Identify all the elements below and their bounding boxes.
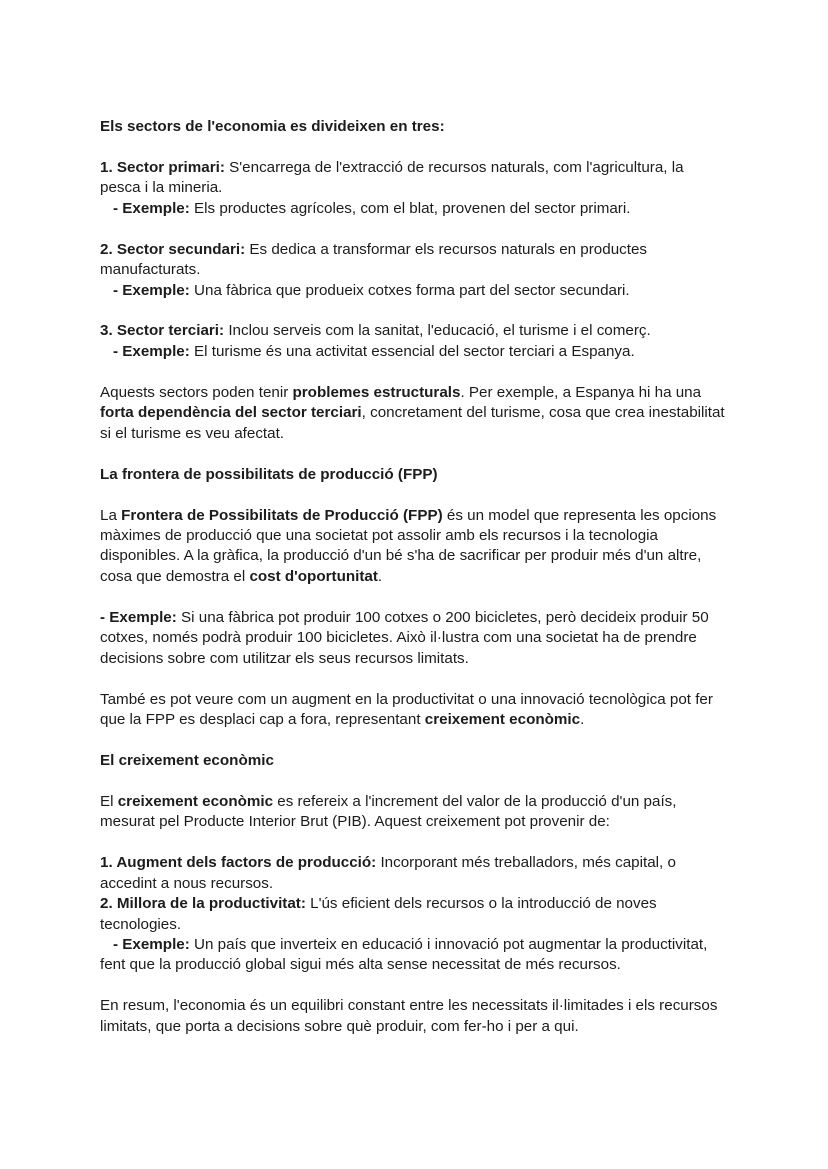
text-run: L'ús eficient dels recursos o la introducció de noves tecnologies.	[100, 895, 657, 933]
text-run: Una fàbrica que produeix cotxes forma part del sector secundari.	[189, 281, 630, 299]
text-line	[100, 935, 728, 976]
text-run: Un país que inverteix en educació i innovació pot augmentar la productivitat, fent que la producció global sigui més alta sense necessitat de més recursos.	[100, 935, 708, 974]
text-run: - Exemple:	[113, 199, 190, 217]
text-line	[100, 853, 728, 894]
text-run: Aquests sectors poden tenir	[100, 383, 293, 401]
paragraph	[100, 383, 728, 444]
paragraph	[100, 506, 728, 588]
section-heading	[100, 117, 728, 137]
text-line	[100, 506, 728, 588]
text-run: problemes estructurals	[292, 383, 461, 401]
text-line	[100, 894, 728, 935]
text-run: .	[377, 567, 383, 585]
paragraph	[100, 853, 728, 976]
text-run: El	[100, 792, 118, 810]
text-run: La	[100, 506, 122, 524]
text-line	[100, 117, 728, 137]
text-run: - Exemple:	[113, 281, 190, 299]
paragraph	[100, 996, 728, 1037]
text-run: - Exemple:	[113, 342, 190, 360]
text-line	[100, 996, 728, 1037]
text-run: creixement econòmic	[424, 711, 581, 729]
section-heading	[100, 751, 728, 771]
text-run: Si una fàbrica pot produir 100 cotxes o 200 bicicletes, però decideix produir 50 cotxes, només podrà produir 100 bicicletes. Això il·lustra com una societat ha de prendre decisions sobre com utilitzar els seus recursos limitats.	[100, 608, 709, 667]
text-run: 2. Sector secundari:	[100, 240, 246, 258]
text-line	[100, 158, 728, 199]
paragraph	[100, 690, 728, 731]
paragraph	[100, 792, 728, 833]
text-run: 2. Millora de la productivitat:	[100, 895, 306, 913]
text-run: Els sectors de l'economia es divideixen en tres:	[100, 118, 445, 135]
paragraph	[100, 158, 728, 219]
text-run: .	[580, 711, 585, 729]
text-run: 1. Augment dels factors de producció:	[100, 854, 377, 872]
text-line	[100, 281, 728, 301]
text-line	[100, 608, 728, 669]
text-line	[100, 792, 728, 833]
text-run: 1. Sector primari:	[100, 158, 225, 176]
text-run: Frontera de Possibilitats de Producció (FPP)	[121, 506, 443, 524]
text-run: creixement econòmic	[117, 792, 274, 810]
section-heading	[100, 465, 728, 485]
text-run: El turisme és una activitat essencial del sector terciari a Espanya.	[189, 342, 635, 360]
text-run: Es dedica a transformar els recursos naturals en productes manufacturats.	[100, 240, 648, 279]
text-run: S'encarrega de l'extracció de recursos naturals, com l'agricultura, la pesca i la mineria.	[100, 158, 684, 197]
text-line	[100, 751, 728, 771]
paragraph	[100, 240, 728, 301]
text-line	[100, 383, 728, 444]
text-line	[100, 199, 728, 219]
text-line	[100, 321, 728, 341]
text-run: - Exemple:	[113, 935, 190, 953]
text-line	[100, 240, 728, 281]
text-run: cost d'oportunitat	[249, 567, 378, 585]
text-run: - Exemple:	[100, 608, 177, 626]
paragraph	[100, 321, 728, 362]
text-run: Incorporant més treballadors, més capital, o accedint a nous recursos.	[100, 854, 676, 892]
text-run: es refereix a l'increment del valor de la producció d'un país, mesurat pel Producte Interior Brut (PIB). Aquest creixement pot provenir de:	[100, 792, 677, 831]
text-run: és un model que representa les opcions màximes de producció que una societat pot assolir amb els recursos i la tecnologia disponibles. A la gràfica, la producció d'un bé s'ha de sacrificar per produir més d'un altre, cosa que demostra el	[100, 506, 717, 585]
text-line	[100, 342, 728, 362]
text-run: Inclou serveis com la sanitat, l'educació, el turisme i el comerç.	[224, 322, 651, 340]
paragraph	[100, 608, 728, 669]
text-run: , concretament del turisme, cosa que crea inestabilitat si el turisme es veu afectat.	[100, 404, 725, 442]
text-run: També es pot veure com un augment en la productivitat o una innovació tecnològica pot fer que la FPP es desplaci cap a fora, representant	[100, 690, 713, 729]
text-run: Els productes agrícoles, com el blat, provenen del sector primari.	[189, 199, 631, 217]
text-run: La frontera de possibilitats de producció (FPP)	[100, 465, 438, 483]
text-run: forta dependència del sector terciari	[100, 404, 362, 422]
text-run: . Per exemple, a Espanya hi ha una	[460, 383, 702, 401]
text-line	[100, 690, 728, 731]
text-run: El creixement econòmic	[100, 751, 274, 769]
text-line	[100, 465, 728, 485]
text-run: En resum, l'economia és un equilibri constant entre les necessitats il·limitades i els recursos limitats, que porta a decisions sobre què produir, com fer-ho i per a qui.	[100, 997, 718, 1035]
text-run: 3. Sector terciari:	[100, 322, 225, 340]
